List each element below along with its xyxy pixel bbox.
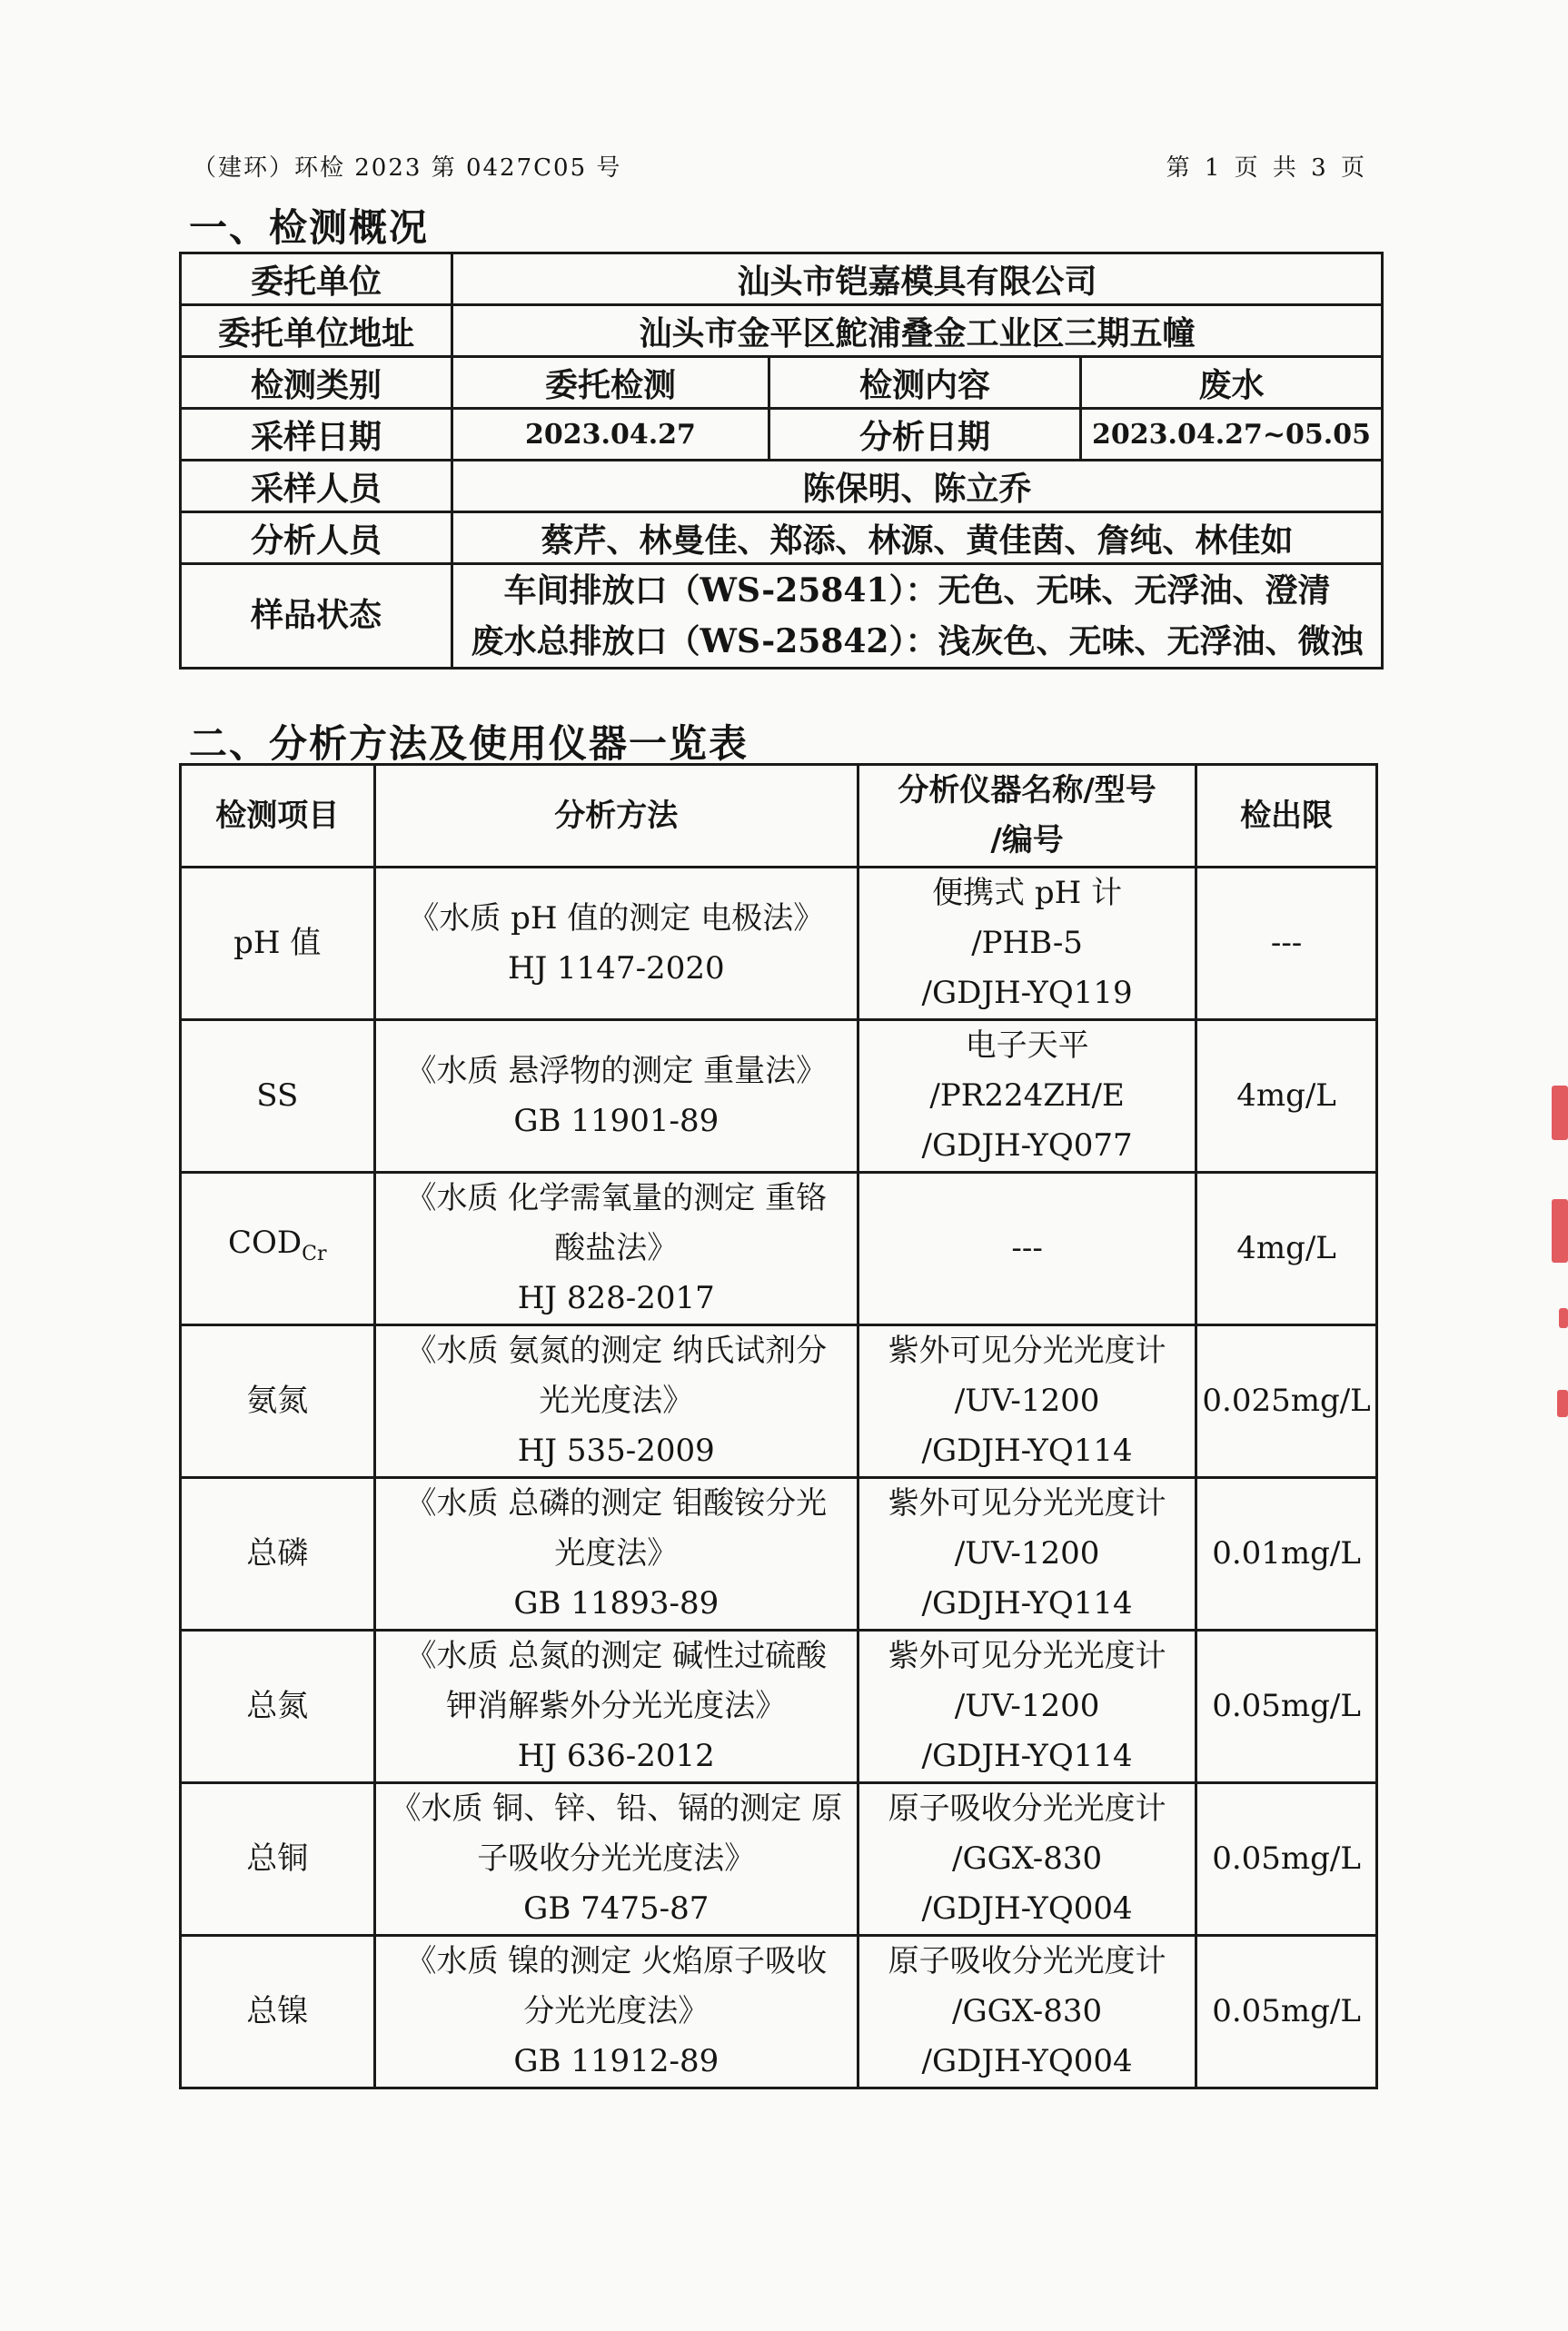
- instrument-line: 电子天平: [965, 1027, 1089, 1064]
- col-method-header: 分析方法: [374, 765, 858, 868]
- analysis-date-value: 2023.04.27~05.05: [1081, 409, 1383, 461]
- instrument-line: /UV-1200: [954, 1688, 1100, 1724]
- analysis-date-label: 分析日期: [769, 409, 1081, 461]
- item-name: COD: [228, 1225, 303, 1262]
- red-seal-fragment: [1552, 1199, 1568, 1263]
- address-value: 汕头市金平区鮀浦叠金工业区三期五幢: [452, 305, 1383, 357]
- overview-row-category: [181, 357, 1383, 409]
- instrument-line: /GDJH-YQ119: [921, 975, 1133, 1011]
- method-line: 子吸收分光光度法》: [477, 1840, 756, 1877]
- overview-row-state: [181, 564, 1383, 669]
- limit-cell: ---: [1196, 868, 1377, 1020]
- overview-row-client: [181, 253, 1383, 305]
- instrument-cell: [858, 1325, 1196, 1478]
- method-line: 《水质 总氮的测定 碱性过硫酸: [405, 1638, 828, 1674]
- instrument-line: /GGX-830: [952, 1993, 1103, 2029]
- method-line: HJ 535-2009: [517, 1433, 715, 1469]
- state-line-1: 车间排放口（WS-25841）：无色、无味、无浮油、澄清: [503, 571, 1331, 610]
- instrument-cell: [858, 1478, 1196, 1631]
- instrument-line: /UV-1200: [954, 1535, 1100, 1572]
- limit-cell: 0.05mg/L: [1196, 1631, 1377, 1783]
- section1-title: 一、检测概况: [189, 205, 430, 250]
- method-line: 分光光度法》: [523, 1993, 710, 2029]
- method-line: GB 11912-89: [513, 2043, 719, 2079]
- overview-row-dates: [181, 409, 1383, 461]
- page-indicator: 第 1 页 共 3 页: [1166, 154, 1368, 182]
- sampler-value: 陈保明、陈立乔: [452, 461, 1383, 512]
- item-cell: [181, 1325, 375, 1478]
- state-label: 样品状态: [181, 564, 452, 669]
- method-row: [181, 1173, 1377, 1325]
- method-row: [181, 1478, 1377, 1631]
- instrument-line: 紫外可见分光光度计: [888, 1638, 1166, 1674]
- col-item-header: 检测项目: [181, 765, 375, 868]
- item-cell: [181, 1936, 375, 2088]
- overview-row-address: [181, 305, 1383, 357]
- method-cell: [374, 1325, 858, 1478]
- method-line: 《水质 pH 值的测定 电极法》: [408, 899, 825, 937]
- instrument-cell: [858, 1631, 1196, 1783]
- item-cell: [181, 1173, 375, 1325]
- address-label: 委托单位地址: [181, 305, 452, 357]
- report-number: （建环）环检 2023 第 0427C05 号: [193, 154, 622, 182]
- instrument-line: /PHB-5: [971, 925, 1083, 961]
- limit-cell: 0.025mg/L: [1196, 1325, 1377, 1478]
- method-line: HJ 828-2017: [517, 1280, 715, 1316]
- sampling-date-value: 2023.04.27: [452, 409, 769, 461]
- content-value: 废水: [1081, 357, 1383, 409]
- instrument-line: /GDJH-YQ114: [921, 1738, 1133, 1774]
- method-line: 酸盐法》: [554, 1230, 679, 1266]
- instrument-line: /GDJH-YQ077: [921, 1127, 1133, 1164]
- instrument-line: /GDJH-YQ114: [921, 1433, 1133, 1469]
- client-value: 汕头市铠嘉模具有限公司: [452, 253, 1383, 305]
- instrument-line: /GGX-830: [952, 1840, 1103, 1877]
- method-line: 钾消解紫外分光光度法》: [446, 1688, 787, 1724]
- limit-cell: 0.05mg/L: [1196, 1783, 1377, 1936]
- instrument-line: 便携式 pH 计: [932, 875, 1123, 911]
- instrument-line: /GDJH-YQ004: [921, 1890, 1133, 1927]
- instrument-line: /PR224ZH/E: [929, 1077, 1125, 1114]
- overview-row-sampler: [181, 461, 1383, 512]
- col-instrument-header-line1: 分析仪器名称/型号: [898, 772, 1156, 808]
- item-cell: [181, 1631, 375, 1783]
- method-line: 《水质 化学需氧量的测定 重铬: [405, 1180, 828, 1216]
- analyst-label: 分析人员: [181, 512, 452, 564]
- limit-cell: 4mg/L: [1196, 1020, 1377, 1173]
- category-value: 委托检测: [452, 357, 769, 409]
- state-line-2: 废水总排放口（WS-25842）：浅灰色、无味、无浮油、微浊: [471, 622, 1364, 660]
- method-row: [181, 1325, 1377, 1478]
- sampler-label: 采样人员: [181, 461, 452, 512]
- limit-cell: 4mg/L: [1196, 1173, 1377, 1325]
- red-seal-fragment: [1557, 1390, 1568, 1417]
- method-line: 《水质 氨氮的测定 纳氏试剂分: [405, 1333, 828, 1369]
- instrument-line: 紫外可见分光光度计: [888, 1333, 1166, 1369]
- method-line: 《水质 镍的测定 火焰原子吸收: [405, 1943, 828, 1979]
- methods-header-row: [181, 765, 1377, 868]
- method-row: [181, 1020, 1377, 1173]
- method-line: 《水质 总磷的测定 钼酸铵分光: [405, 1485, 828, 1522]
- col-instrument-header: [858, 765, 1196, 868]
- method-row: [181, 1783, 1377, 1936]
- method-cell: [374, 1478, 858, 1631]
- method-row: [181, 868, 1377, 1020]
- state-value: [452, 564, 1383, 669]
- red-seal-fragment: [1552, 1086, 1568, 1140]
- client-label: 委托单位: [181, 253, 452, 305]
- section2-title: 二、分析方法及使用仪器一览表: [189, 721, 749, 766]
- item-name: pH 值: [233, 925, 322, 961]
- category-label: 检测类别: [181, 357, 452, 409]
- red-seal-fragment: [1559, 1308, 1568, 1328]
- method-line: GB 11893-89: [513, 1585, 719, 1622]
- method-cell: [374, 1020, 858, 1173]
- col-limit-header: 检出限: [1196, 765, 1377, 868]
- item-cell: [181, 1020, 375, 1173]
- item-subscript: Cr: [302, 1242, 327, 1265]
- item-name: 总磷: [246, 1535, 309, 1572]
- item-name: 总镍: [246, 1993, 309, 2029]
- method-cell: [374, 1631, 858, 1783]
- instrument-line: /GDJH-YQ114: [921, 1585, 1133, 1622]
- instrument-line: 原子吸收分光光度计: [888, 1943, 1166, 1979]
- overview-table: [179, 252, 1384, 670]
- limit-cell: 0.05mg/L: [1196, 1936, 1377, 2088]
- method-row: [181, 1631, 1377, 1783]
- analyst-value: 蔡芹、林曼佳、郑添、林源、黄佳茵、詹纯、林佳如: [452, 512, 1383, 564]
- method-line: HJ 636-2012: [517, 1738, 715, 1774]
- instrument-line: 原子吸收分光光度计: [888, 1790, 1166, 1827]
- item-name: 氨氮: [246, 1383, 309, 1419]
- method-cell: [374, 1783, 858, 1936]
- method-line: HJ 1147-2020: [507, 949, 725, 987]
- method-cell: [374, 868, 858, 1020]
- item-cell: [181, 1478, 375, 1631]
- method-line: GB 11901-89: [513, 1102, 719, 1139]
- instrument-cell: [858, 1173, 1196, 1325]
- col-instrument-header-line2: /编号: [990, 822, 1064, 858]
- item-cell: [181, 868, 375, 1020]
- methods-table: [179, 763, 1378, 2089]
- instrument-line: /GDJH-YQ004: [921, 2043, 1133, 2079]
- method-cell: [374, 1173, 858, 1325]
- instrument-line: ---: [1011, 1230, 1043, 1266]
- sampling-date-label: 采样日期: [181, 409, 452, 461]
- instrument-line: 紫外可见分光光度计: [888, 1485, 1166, 1522]
- method-line: GB 7475-87: [523, 1890, 710, 1927]
- method-row: [181, 1936, 1377, 2088]
- limit-cell: 0.01mg/L: [1196, 1478, 1377, 1631]
- content-label: 检测内容: [769, 357, 1081, 409]
- instrument-line: /UV-1200: [954, 1383, 1100, 1419]
- method-cell: [374, 1936, 858, 2088]
- instrument-cell: [858, 1936, 1196, 2088]
- method-line: 《水质 悬浮物的测定 重量法》: [405, 1052, 828, 1089]
- overview-row-analyst: [181, 512, 1383, 564]
- method-line: 《水质 铜、锌、铅、镉的测定 原: [390, 1790, 843, 1827]
- instrument-cell: [858, 1783, 1196, 1936]
- instrument-cell: [858, 868, 1196, 1020]
- item-name: SS: [256, 1077, 299, 1114]
- instrument-cell: [858, 1020, 1196, 1173]
- method-line: 光度法》: [554, 1535, 679, 1572]
- method-line: 光光度法》: [539, 1383, 694, 1419]
- item-name: 总氮: [246, 1688, 309, 1724]
- item-name: 总铜: [246, 1840, 309, 1877]
- item-cell: [181, 1783, 375, 1936]
